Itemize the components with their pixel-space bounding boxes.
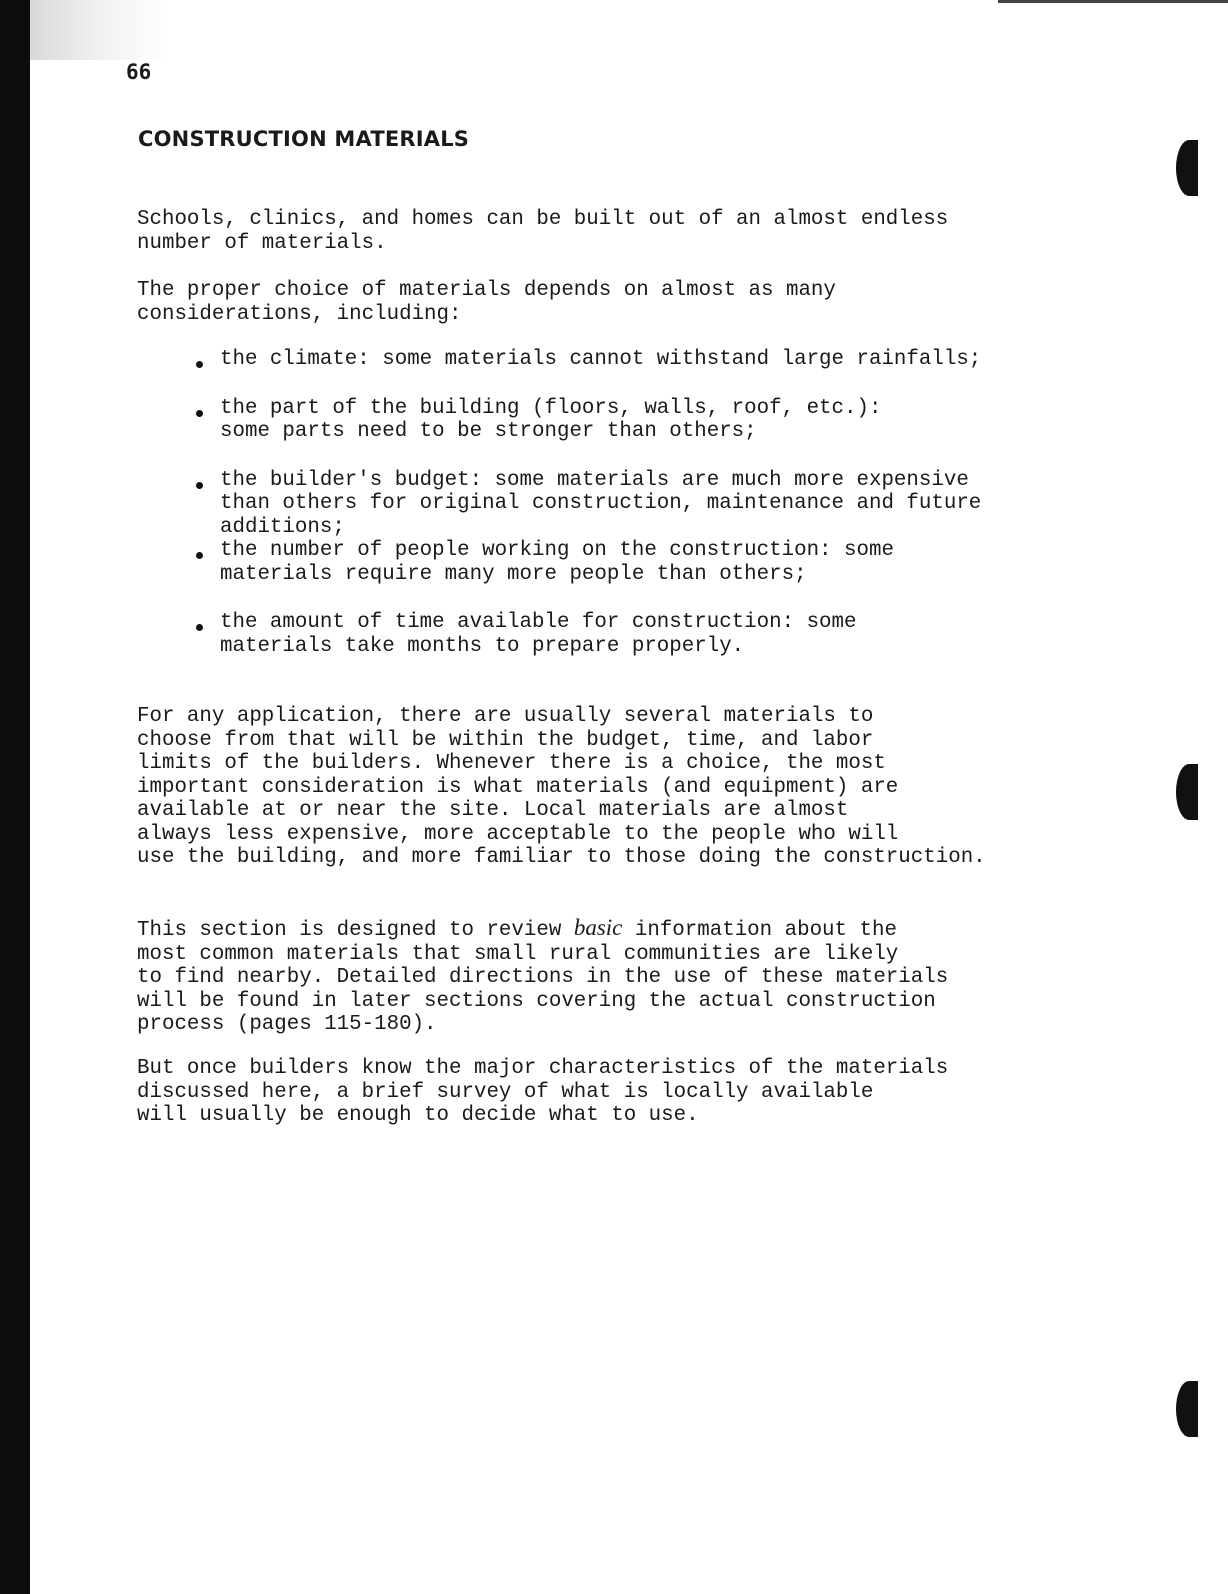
body-paragraph-materials-choice: For any application, there are usually several materials to choose from that will be within the budget, time, and labor limits of the builders. Whenever there is a choice, the most important consideration is what materials (and equipment) are available at or near the site. Local materials are almost always less expensive, more acceptable to the people who will use the building, and more familiar to those doing the construction. — [137, 705, 986, 869]
intro-paragraph-2: The proper choice of materials depends on almost as many considerations, including: — [137, 279, 836, 326]
scan-binding-edge — [0, 0, 30, 1594]
scan-shadow — [30, 0, 170, 60]
punch-hole-middle — [1176, 764, 1198, 820]
page-number: 66 — [126, 60, 152, 84]
body-paragraph-section-purpose — [137, 916, 1127, 1037]
emphasis-basic: basic — [573, 915, 623, 940]
punch-hole-bottom — [1176, 1381, 1198, 1437]
list-item-building-part: the part of the building (floors, walls, roof, etc.): some parts need to be stronger than others; — [192, 397, 1092, 444]
list-item-climate: the climate: some materials cannot withstand large rainfalls; — [192, 348, 1092, 372]
body-paragraph-survey: But once builders know the major characteristics of the materials discussed here, a brief survey of what is locally available will usually be enough to decide what to use. — [137, 1057, 949, 1127]
considerations-list — [192, 348, 1092, 658]
scan-top-rule — [998, 0, 1228, 3]
purpose-text-end: information about the most common materials that small rural communities are likely to find nearby. Detailed directions in the use of these materials will be found in later sections covering the actual construction process (pages 115-180). — [137, 919, 949, 1036]
intro-paragraph-1: Schools, clinics, and homes can be built out of an almost endless number of materials. — [137, 208, 949, 255]
list-item-budget: the builder's budget: some materials are much more expensive than others for original construction, maintenance and future additions; — [192, 469, 1092, 540]
purpose-text-start: This section is designed to review — [137, 919, 574, 942]
list-item-labor: the number of people working on the construction: some materials require many more people than others; — [192, 539, 1092, 586]
page-title: CONSTRUCTION MATERIALS — [138, 127, 470, 151]
punch-hole-top — [1176, 140, 1198, 196]
list-item-time: the amount of time available for construction: some materials take months to prepare properly. — [192, 611, 1092, 658]
